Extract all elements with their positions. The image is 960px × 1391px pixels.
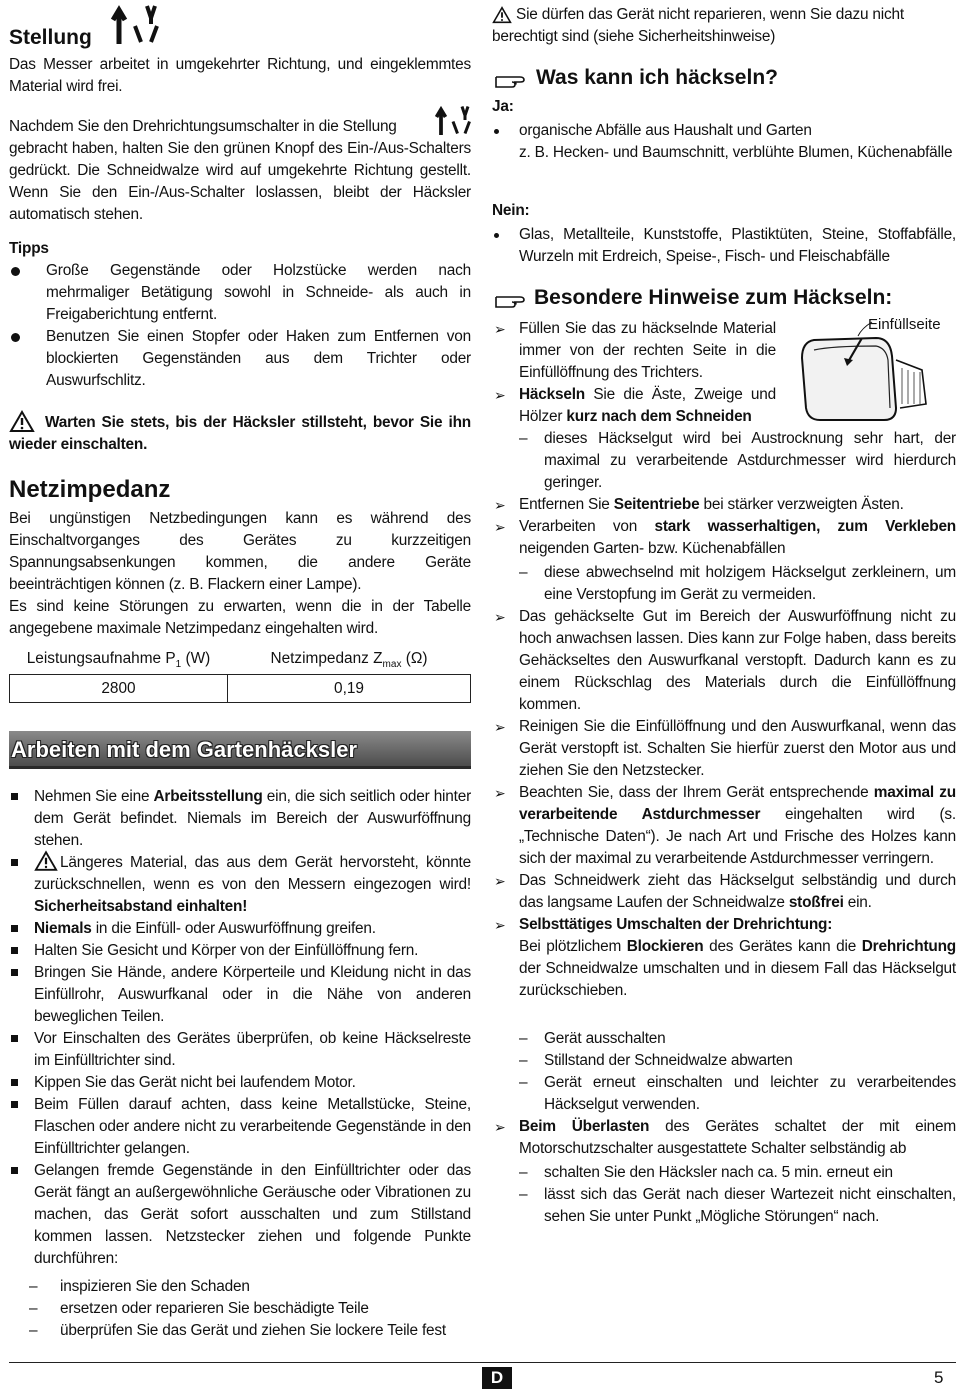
hinweise-sub-4 [492, 1162, 956, 1228]
arbeiten-dash-list [9, 1276, 487, 1342]
list-item: Benutzen Sie einen Stopfer oder Haken zum Entfernen von blockierten Gegenständen aus dem Trichter oder Auswurfschlitz. [9, 326, 471, 392]
list-item: – lässt sich das Gerät nach dieser Wartezeit nicht einschalten, sehen Sie unter Punkt „Mögliche Störungen“ nach. [492, 1184, 956, 1228]
table-header-impedance: Netzimpedanz $Z_{max}$ (Ω) [228, 647, 471, 675]
stellung-p2b: gebracht haben, halten Sie den grünen Knopf des Ein-/Aus-Schalters gedrückt. Die Schneidwalze wird auf umgekehrte Richtung gestellt. Wenn Sie den Ein-/Aus-Schalter loslassen, bleibt der Häcksler automatisch stehen. [9, 140, 471, 223]
list-item: ➢ Entfernen Sie Seitentriebe bei stärker verzweigten Ästen. [492, 494, 956, 516]
nein-list [492, 224, 956, 268]
list-item: ➢ Beim Überlasten des Gerätes schaltet der mit einem Motorschutzschalter ausgestattete Schalter selbständig ab [492, 1116, 956, 1160]
einfull-label: Einfüllseite [868, 316, 941, 333]
list-item: – dieses Häckselgut wird bei Austrocknung sehr hart, der maximal zu verarbeitende Astdurchmesser wird hierdurch geringer. [492, 428, 956, 494]
hinweise-sub-1 [492, 428, 956, 494]
list-item: ➢ Füllen Sie das zu häckselnde Material immer von der rechten Seite in die Einfüllöffnung des Trichters. [492, 318, 956, 384]
warning-icon [9, 410, 35, 433]
list-item: – inspizieren Sie den Schaden [25, 1276, 487, 1298]
stellung-section [9, 26, 471, 50]
list-item: – überprüfen Sie das Gerät und ziehen Sie lockere Teile fest [25, 1320, 487, 1342]
hinweise-list-4 [492, 1116, 956, 1160]
stellung-title: Stellung [9, 26, 92, 49]
warning-icon [34, 850, 58, 872]
list-item: Kippen Sie das Gerät nicht bei laufendem Motor. [9, 1072, 471, 1094]
list-item: ➢ Reinigen Sie die Einfüllöffnung und den Auswurfkanal, wenn das Gerät verstopft ist. Schalten Sie hierfür zuerst den Motor aus und ziehen Sie den Netzstecker. [492, 716, 956, 782]
hinweise-list [492, 318, 956, 428]
list-item: ➢ Verarbeiten von stark wasserhaltigen, zum Verkleben neigenden Garten- bzw. Küchenabfällen [492, 516, 956, 560]
netz-p1: Bei ungünstigen Netzbedingungen kann es während des Einschaltvorganges des Gerätes zu kurzzeitigen Spannungsabsenkungen kommen, die andere Geräte beeinträchtigen können (z. B. Flackern einer Lampe). [9, 510, 471, 593]
tipps-section [9, 238, 471, 392]
footer-rule [9, 1362, 956, 1363]
was-title: Was kann ich häckseln? [536, 66, 778, 89]
list-item: – Gerät ausschalten [492, 1028, 956, 1050]
warning-icon [492, 6, 512, 24]
list-item: organische Abfälle aus Haushalt und Garten z. B. Hecken- und Baumschnitt, verblühte Blumen, Küchenabfälle [492, 120, 956, 164]
list-item: ➢ Das Schneidwerk zieht das Häckselgut selbständig und durch das langsame Laufen der Schneidwalze stoßfrei ein. [492, 870, 956, 914]
language-badge: D [482, 1367, 512, 1389]
warning-block [9, 412, 471, 456]
list-item: Beim Füllen darauf achten, dass keine Metallstücke, Steine, Flaschen oder andere nicht zu verarbeitende Gegenstände in den Einfülltrichter gelangen. [9, 1094, 471, 1160]
list-item: Gelangen fremde Gegenstände in den Einfülltrichter oder das Gerät fängt an außergewöhnliche Geräusche oder Vibrationen zu machen, das Gerät sofort ausschalten und zum Stillstand kommen lassen. Netzstecker ziehen und folgende Punkte durchführen: [9, 1160, 471, 1270]
list-item: Nehmen Sie eine Arbeitsstellung ein, die sich seitlich oder hinter dem Gerät befindet. Niemals im Bereich der Auswurföffnung stehen. [9, 786, 471, 852]
tipps-title: Tipps [9, 240, 49, 257]
arbeiten-list [9, 786, 471, 1270]
list-item: – schalten Sie den Häcksler nach ca. 5 min. erneut ein [492, 1162, 956, 1184]
hinweise-title: Besondere Hinweise zum Häckseln: [534, 286, 893, 309]
list-item: Niemals in die Einfüll- oder Auswurföffnung greifen. [9, 918, 471, 940]
arbeiten-banner [9, 731, 471, 769]
tipps-list [9, 260, 471, 392]
list-item: – Gerät erneut einschalten und leichter zu verarbeitendes Häckselgut verwenden. [492, 1072, 956, 1116]
ja-list [492, 120, 956, 164]
list-item: – ersetzen oder reparieren Sie beschädigte Teile [25, 1298, 487, 1320]
stellung-p1: Das Messer arbeitet in umgekehrter Richtung, und eingeklemmtes Material wird frei. [9, 56, 471, 95]
ja-label: Ja: [492, 98, 514, 115]
page-number: 5 [934, 1368, 944, 1387]
hinweise-list-2 [492, 494, 956, 560]
list-item: ➢ Das gehäckselte Gut im Bereich der Auswurföffnung nicht zu hoch anwachsen lassen. Dies kann zur Folge haben, dass bereits Gehäckseltes den Auswurfkanal verstopft. Dadurch kann es zu einem Rückschlag des Materials durch die Einfüllöffnung kommen. [492, 606, 956, 716]
list-item: Längeres Material, das aus dem Gerät hervorsteht, könnte zurückschnellen, wenn es von den Messern eingezogen wird! Sicherheitsabstand einhalten! [9, 852, 471, 918]
table-cell-impedance: 0,19 [228, 675, 471, 703]
list-item: Glas, Metallteile, Kunststoffe, Plastiktüten, Steine, Stoffabfälle, Wurzeln mit Erdreich, Speise-, Fisch- und Fleischabfälle [492, 224, 956, 268]
list-item: ➢ Häckseln Sie die Äste, Zweige und Hölzer kurz nach dem Schneiden [492, 384, 956, 428]
warning-text: Warten Sie stets, bis der Häcksler stillsteht, bevor Sie ihn wieder einschalten. [9, 414, 471, 453]
netz-title: Netzimpedanz [9, 476, 171, 503]
stellung-p2 [9, 116, 471, 226]
nein-label: Nein: [492, 202, 530, 219]
netz-p2: Es sind keine Störungen zu erwarten, wenn die in der Tabelle angegebene maximale Netzimpedanz eingehalten wird. [9, 598, 471, 637]
reverse-rotation-icon [111, 2, 159, 46]
list-item: Große Gegenstände oder Holzstücke werden nach mehrmaliger Betätigung sowohl in Schneide- als auch in Freigaberichtung entfernt. [9, 260, 471, 326]
table-header-power: Leistungsaufnahme $P_1$ (W) [10, 647, 228, 675]
hinweise-sub-3 [492, 1028, 956, 1116]
list-item: Bringen Sie Hände, andere Körperteile und Kleidung nicht in das Einfüllrohr, Auswurfkanal oder in die Nähe von anderen beweglichen Teilen. [9, 962, 471, 1028]
stellung-p2a: Nachdem Sie den Drehrichtungsumschalter in die Stellung [9, 118, 397, 135]
table-cell-power: 2800 [10, 675, 228, 703]
reverse-rotation-icon-small [435, 102, 471, 138]
arbeiten-title: Arbeiten mit dem Gartenhäcksler [11, 737, 358, 762]
warn-top-block [492, 4, 956, 48]
list-item: ➢ Selbsttätiges Umschalten der Drehrichtung: Bei plötzlichem Blockieren des Gerätes kann die Drehrichtung der Schneidwalze umschalten und in diesem Fall das Häckselgut zurückschieben. [492, 914, 956, 1002]
warn-top-text: Sie dürfen das Gerät nicht reparieren, wenn Sie dazu nicht berechtigt sind (siehe Sicherheitshinweise) [492, 6, 904, 45]
hinweise-list-3 [492, 606, 956, 1002]
pointing-hand-icon [494, 70, 530, 90]
list-item: – Stillstand der Schneidwalze abwarten [492, 1050, 956, 1072]
list-item: Halten Sie Gesicht und Körper von der Einfüllöffnung fern. [9, 940, 471, 962]
pointing-hand-icon [494, 290, 530, 310]
hinweise-sub-2 [492, 562, 956, 606]
list-item: ➢ Beachten Sie, dass der Ihrem Gerät entsprechende maximal zu verarbeitende Astdurchmesser eingehalten wird (s. „Technische Daten“). Je nach Art und Frische des Holzes kann sich der maximal zu verarbeitende Astdurchmesser verringern. [492, 782, 956, 870]
list-item: Vor Einschalten des Gerätes überprüfen, ob keine Häckselreste im Einfülltrichter sind. [9, 1028, 471, 1072]
list-item: – diese abwechselnd mit holzigem Häckselgut zerkleinern, um eine Verstopfung im Gerät zu vermeiden. [492, 562, 956, 606]
netz-table [9, 647, 471, 703]
